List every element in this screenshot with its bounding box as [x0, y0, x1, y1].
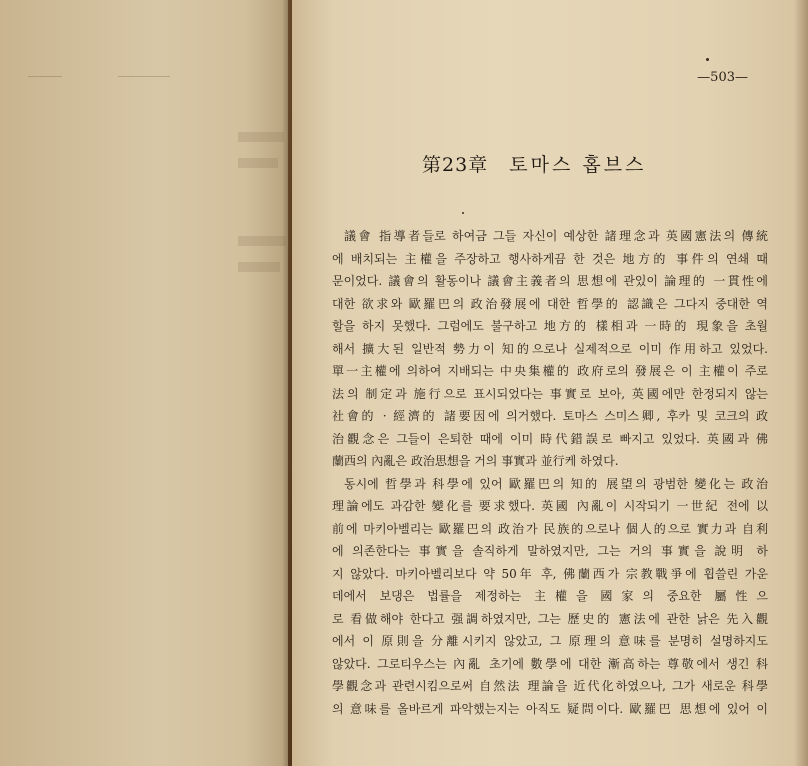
text-line: 蘭西의 內亂은 政治思想을 거의 事實과 並行케 하였다. — [332, 454, 619, 468]
left-page-bleed-text — [238, 132, 284, 142]
text-line: 單一主權에 의하여 지배되는 中央集權的 政府로의 發展은 이 主權이 주로 — [332, 364, 768, 378]
text-line: 에서 이 原則을 分離시키지 않았고, 그 原理의 意味를 분명히 설명하지도 — [332, 634, 768, 648]
text-line: 문이었다. 議會의 활동이나 議會主義者의 思想에 관있이 論理的 一貫性에 — [332, 274, 768, 288]
left-page — [0, 0, 288, 766]
text-line: 할을 하지 못했다. 그럼에도 불구하고 地方的 樣相과 一時的 現象을 초월 — [332, 319, 768, 333]
text-line: 데에서 보댕은 법률을 제정하는 主權을 國家의 중요한 屬性으 — [332, 589, 768, 603]
text-line: 로 看做해야 한다고 强調하였지만, 그는 歷史的 憲法에 관한 낡은 先入觀 — [332, 611, 768, 626]
text-line: 동시에 哲學과 科學에 있어 歐羅巴의 知的 展望의 광범한 變化는 政治 — [344, 476, 768, 491]
chapter-body — [332, 225, 768, 720]
text-line: 않았다. 그로티우스는 內亂 초기에 數學에 대한 漸高하는 尊敬에서 생긴 科 — [332, 656, 768, 671]
text-line: 前에 마키아벨리는 歐羅巴의 政治가 民族的으로나 個人的으로 實力과 自利 — [332, 521, 768, 536]
chapter-title: 토마스 홉브스 — [509, 154, 647, 176]
text-line: 에 의존한다는 事實을 솔직하게 말하였지만, 그는 거의 事實을 說明 하 — [332, 544, 768, 558]
text-line: 해서 擴大된 일반적 勢力이 知的으로나 실제적으로 이미 作用하고 있었다. — [332, 341, 768, 356]
text-line: 社會的 · 經濟的 諸要因에 의거했다. 토마스 스미스卿, 후카 및 코크의 政 — [332, 409, 768, 423]
text-line: 의 意味를 올바르게 파악했는지는 아직도 疑問이다. 歐羅巴 思想에 있어 이 — [332, 701, 768, 716]
text-line: 대한 欲求와 歐羅巴의 政治發展에 대한 哲學的 認識은 그다지 중대한 역 — [332, 296, 768, 311]
chapter-heading — [422, 150, 662, 177]
right-page — [292, 0, 808, 766]
chapter-label: 第23章 — [422, 154, 489, 176]
text-line: 지 않았다. 마키아벨리보다 약 50年 후, 佛蘭西가 宗教戰爭에 휩쓸린 가운 — [332, 566, 768, 581]
text-line: 法의 制定과 施行으로 표시되었다는 事實로 보아, 英國에만 한정되지 않는 — [332, 386, 768, 401]
paper-speck — [706, 58, 709, 61]
text-line: 治觀念은 그들이 은퇴한 때에 이미 時代錯誤로 빠지고 있었다. 英國과 佛 — [332, 431, 768, 446]
text-line: 에 배치되는 主權을 주장하고 행사하게끔 한 것은 地方的 事件의 연쇄 때 — [332, 251, 768, 266]
text-line: 理論에도 과감한 變化를 要求했다. 英國 內亂이 시작되기 一世紀 전에 以 — [332, 499, 768, 513]
left-page-bleed-text — [238, 262, 280, 272]
paper-speck — [462, 212, 464, 214]
page-number: —503— — [697, 70, 748, 85]
left-page-bleed-text — [238, 158, 278, 168]
left-page-rule — [28, 76, 62, 77]
left-page-rule — [118, 76, 170, 77]
page-edge-shadow — [794, 0, 808, 766]
text-line: 議會 指導者들로 하여금 그들 자신이 예상한 諸理念과 英國憲法의 傳統 — [344, 229, 768, 243]
left-page-bleed-text — [238, 236, 286, 246]
text-line: 學觀念과 관련시킴으로써 自然法 理論을 近代化하였으나, 그가 새로운 科學 — [332, 679, 768, 693]
